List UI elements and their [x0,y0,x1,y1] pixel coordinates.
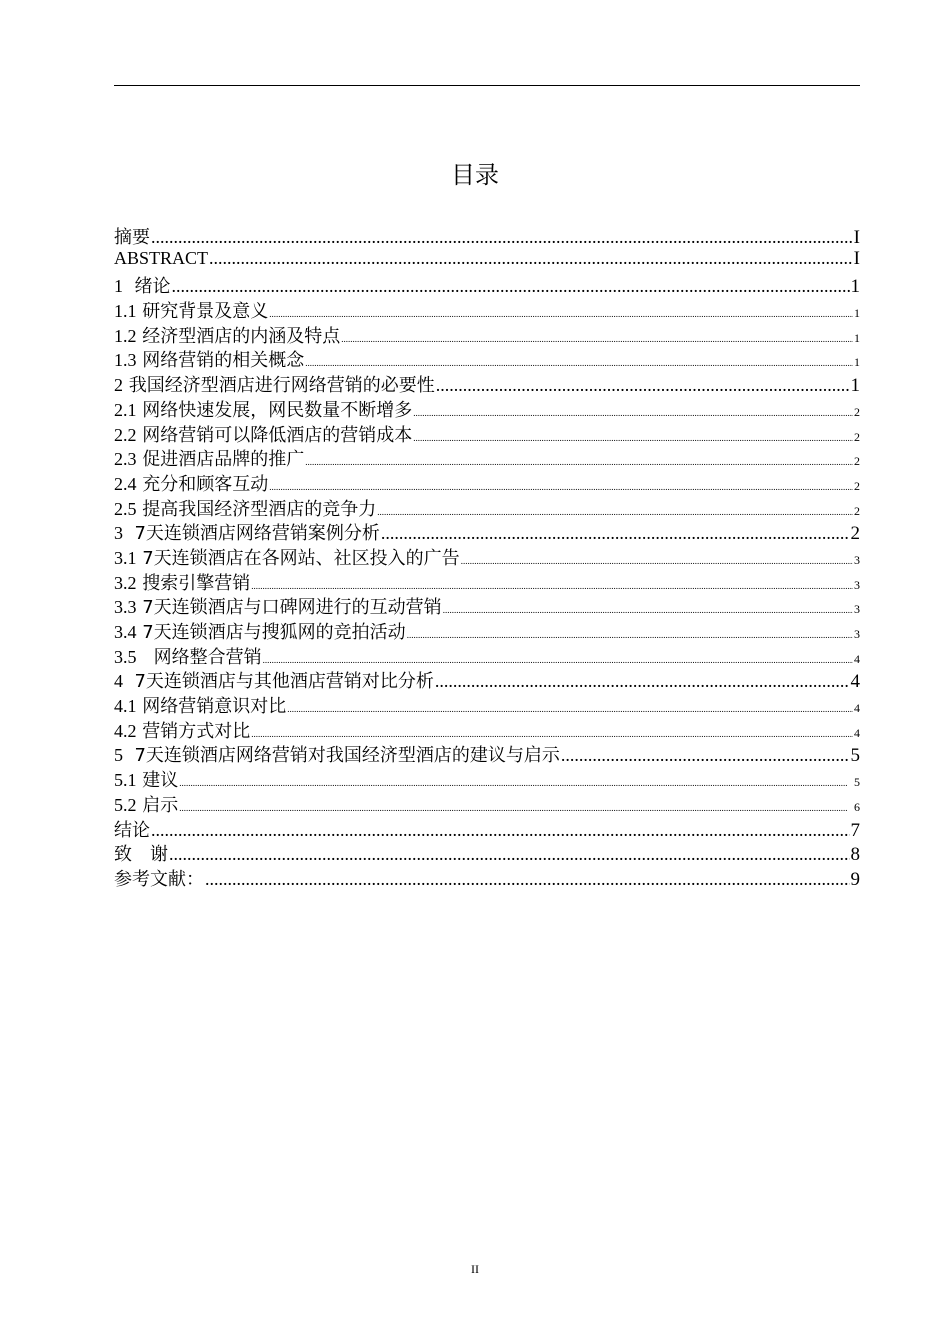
toc-entry-number: 5.2 [114,794,137,815]
toc-entry-text: 促进酒店品牌的推广 [136,449,305,470]
toc-dot-leader [561,745,850,766]
toc-entry[interactable] [114,272,860,297]
toc-entry-number: 3.3 [114,597,137,618]
toc-entry-text: 7天连锁酒店与其他酒店营销对比分析 [123,671,434,693]
toc-entry-label [114,840,168,865]
toc-entry[interactable] [114,396,860,421]
toc-entry[interactable] [114,791,860,816]
toc-entry[interactable] [114,445,860,470]
toc-entry-page: 1 [850,276,860,298]
toc-entry-number: 1 [114,276,123,297]
toc-entry-text: 摘要 [114,227,150,248]
toc-entry-number: 5.1 [114,770,137,791]
toc-entry-text: 提高我国经济型酒店的竞争力 [136,498,377,520]
toc-dot-leader [413,408,853,418]
toc-entry-label [114,470,268,495]
toc-entry-page: 2 [850,523,860,544]
toc-entry-number: 1.1 [114,301,137,322]
toc-entry-label [114,445,304,470]
toc-entry[interactable] [114,569,860,594]
toc-entry[interactable] [114,667,860,692]
toc-entry-text: 网络营销的相关概念 [136,350,305,372]
toc-entry-text: 网络营销意识对比 [136,696,287,717]
toc-entry-text: 启示 [136,794,179,816]
toc-entry-text: 我国经济型酒店进行网络营销的必要性 [123,375,435,396]
toc-entry-page: 4 [850,671,860,693]
table-of-contents [114,223,860,890]
toc-entry-number: 2 [114,375,123,396]
toc-dot-leader [171,276,849,297]
toc-entry-page: 3 [854,552,860,567]
toc-dot-leader [263,655,853,665]
toc-entry-page: 1 [854,355,860,370]
toc-entry-text: 7天连锁酒店在各网站、社区投入的广告 [136,547,460,569]
toc-entry-label [114,371,435,396]
toc-dot-leader [461,556,853,566]
toc-entry-page: 4 [854,701,860,716]
toc-entry[interactable] [114,766,860,791]
toc-dot-leader [443,605,853,615]
toc-entry[interactable] [114,692,860,717]
toc-entry-number: 4.2 [114,720,137,741]
toc-entry-number: 4 [114,671,123,692]
toc-entry-label [114,248,208,269]
toc-entry-page: 5 [850,745,860,767]
toc-entry-page: 2 [854,478,860,493]
toc-dot-leader [269,309,853,319]
toc-dot-leader [377,507,853,517]
toc-entry-label [114,495,376,520]
toc-entry-label [114,643,262,668]
toc-entry-page: 1 [850,375,860,396]
toc-entry[interactable] [114,495,860,520]
toc-entry-page: I [853,227,860,248]
toc-entry[interactable] [114,248,860,273]
toc-entry[interactable] [114,717,860,742]
toc-dot-leader [169,844,850,865]
toc-entry-number: 3.1 [114,547,137,568]
toc-entry-text: 营销方式对比 [136,720,251,742]
page-title: 目录 [451,161,499,189]
toc-entry-text: 结论 [114,819,150,841]
toc-entry-page: 9 [850,868,860,890]
toc-entry-page: 2 [854,429,860,444]
toc-entry-number: 2.3 [114,449,137,470]
toc-entry-label [114,346,304,371]
toc-entry[interactable] [114,421,860,446]
toc-dot-leader [209,248,853,269]
toc-entry-label [114,519,380,544]
toc-entry-number: 3.2 [114,572,137,593]
toc-dot-leader [413,433,853,443]
toc-entry-page: 3 [854,577,860,592]
toc-entry[interactable] [114,865,860,890]
toc-dot-leader [251,581,853,591]
toc-entry-label [114,593,442,618]
toc-entry-label [114,569,250,594]
toc-entry-label [114,396,412,421]
toc-entry-number: 3.5 [114,646,137,667]
toc-entry-label [114,667,434,692]
toc-entry-label [114,297,268,322]
toc-entry-label [114,816,150,841]
toc-entry-text: ABSTRACT [114,247,209,268]
toc-entry[interactable] [114,519,860,544]
toc-dot-leader [179,778,853,788]
toc-entry-text: 充分和顾客互动 [136,473,269,495]
toc-entry-number: 2.2 [114,424,137,445]
toc-entry[interactable] [114,741,860,766]
toc-entry-page: I [853,247,860,269]
toc-dot-leader [287,704,853,714]
toc-entry[interactable] [114,297,860,322]
toc-entry-number: 1.2 [114,325,137,346]
toc-entry[interactable] [114,593,860,618]
toc-dot-leader [436,375,850,396]
toc-entry-text: 7天连锁酒店网络营销对我国经济型酒店的建议与启示 [123,745,560,767]
toc-entry-label [114,223,150,248]
toc-entry-label [114,865,204,890]
toc-dot-leader [269,482,853,492]
toc-dot-leader [381,523,850,544]
toc-dot-leader [251,729,853,739]
toc-entry[interactable] [114,840,860,865]
toc-entry[interactable] [114,223,860,248]
toc-dot-leader [341,334,853,344]
toc-entry-page: 4 [854,651,860,666]
toc-entry-text: 网络整合营销 [136,646,262,668]
toc-entry-text: 致 谢 [114,844,168,865]
toc-entry-label [114,766,178,791]
toc-dot-leader [305,457,853,467]
toc-entry-label [114,741,560,766]
toc-entry-text: 7天连锁酒店与搜狐网的竞拍活动 [136,622,406,643]
toc-entry[interactable] [114,816,860,841]
toc-entry-label [114,322,340,347]
toc-entry-text: 7天连锁酒店与口碑网进行的互动营销 [136,597,442,618]
toc-entry[interactable] [114,544,860,569]
toc-entry-page: 2 [854,454,860,469]
toc-entry-label [114,717,250,742]
toc-entry[interactable] [114,322,860,347]
toc-dot-leader [305,358,853,368]
toc-entry-number: 4.1 [114,696,137,717]
toc-entry-number: 5 [114,745,123,766]
toc-entry-page: 1 [854,330,860,345]
toc-entry-number: 3.4 [114,622,137,642]
toc-entry-text: 经济型酒店的内涵及特点 [136,325,341,347]
toc-entry-page: 3 [854,627,860,641]
toc-entry-label [114,791,178,816]
toc-entry[interactable] [114,643,860,668]
toc-entry-label [114,544,460,569]
toc-entry-label [114,618,406,643]
toc-entry-text: 建议 [136,770,179,791]
toc-entry[interactable] [114,470,860,495]
toc-entry-page: 2 [854,404,860,419]
toc-entry-text: 网络快速发展，网民数量不断增多 [136,399,413,421]
header-rule [114,85,860,86]
toc-entry-text: 7天连锁酒店网络营销案例分析 [123,523,380,544]
page-number: II [471,1262,479,1276]
toc-entry-label [114,692,286,717]
toc-entry[interactable] [114,371,860,396]
toc-entry-page: 5 [854,775,860,790]
toc-entry-number: 2.4 [114,473,137,494]
toc-entry-text: 绪论 [123,276,171,298]
toc-dot-leader [151,227,853,248]
toc-entry-label [114,421,412,446]
toc-entry-number: 2.1 [114,399,137,420]
toc-dot-leader [435,671,850,692]
toc-entry-page: 2 [854,503,860,518]
toc-entry-number: 1.3 [114,350,137,371]
toc-entry-text: 搜索引擎营销 [136,572,251,594]
toc-entry-page: 6 [854,799,860,814]
toc-entry-page: 7 [850,819,860,841]
toc-entry-text: 参考文献： [114,868,204,890]
toc-dot-leader [205,869,850,890]
toc-entry-page: 1 [854,306,860,321]
toc-entry-label [114,272,170,297]
toc-entry-number: 2.5 [114,498,137,519]
toc-entry-text: 研究背景及意义 [136,301,269,322]
toc-entry-page: 8 [850,844,860,865]
toc-entry-page: 3 [854,602,860,617]
toc-entry[interactable] [114,346,860,371]
toc-entry-text: 网络营销可以降低酒店的营销成本 [136,424,413,446]
toc-entry-page: 4 [854,725,860,740]
toc-dot-leader [179,803,853,813]
toc-dot-leader [407,630,853,640]
toc-entry[interactable] [114,618,860,643]
toc-dot-leader [151,820,850,841]
toc-entry-number: 3 [114,523,123,544]
